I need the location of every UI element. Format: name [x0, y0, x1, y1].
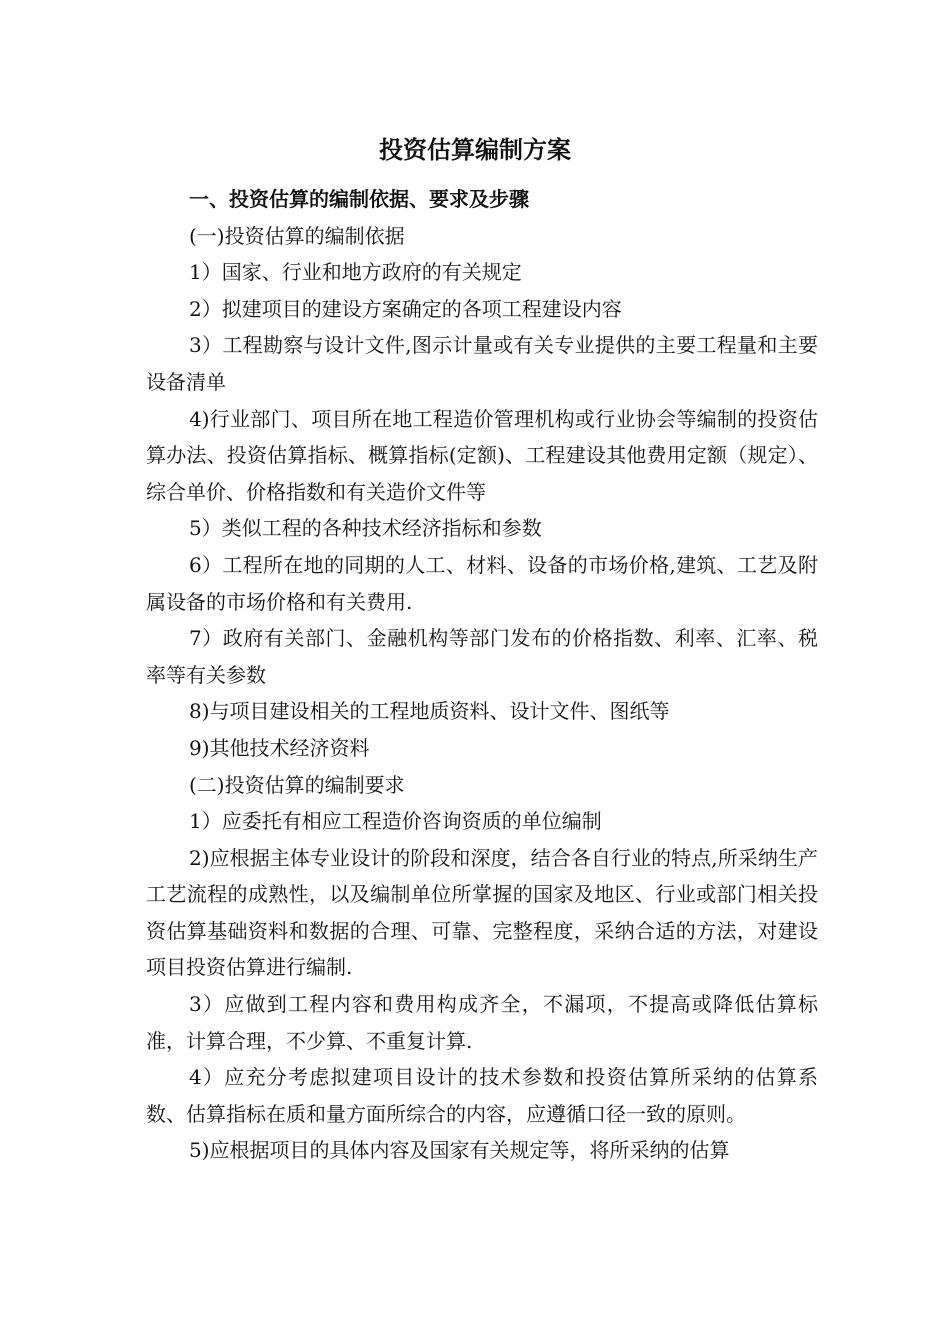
- list-item: 6）工程所在地的同期的人工、材料、设备的市场价格,建筑、工艺及附属设备的市场价格和有关费用.: [146, 552, 818, 614]
- list-item: 1）国家、行业和地方政府的有关规定: [189, 260, 522, 285]
- subsection-heading: (二)投资估算的编制要求: [189, 772, 405, 797]
- section-heading: 一、投资估算的编制依据、要求及步骤: [189, 187, 529, 211]
- list-item: 3）应做到工程内容和费用构成齐全，不漏项，不提高或降低估算标准，计算合理，不少算、不重复计算.: [146, 992, 818, 1053]
- list-item: 4）应充分考虑拟建项目设计的技术参数和投资估算所采纳的估算系数、估算指标在质和量方面所综合的内容，应遵循口径一致的原则。: [146, 1065, 818, 1126]
- document-body: [146, 181, 818, 1169]
- document-title: 投资估算编制方案: [379, 136, 571, 164]
- list-item: 7）政府有关部门、金融机构等部门发布的价格指数、利率、汇率、税率等有关参数: [146, 626, 818, 687]
- list-item: 9)其他技术经济资料: [189, 735, 370, 760]
- list-item: 4)行业部门、项目所在地工程造价管理机构或行业协会等编制的投资估算办法、投资估算指标、概算指标(定额)、工程建设其他费用定额（规定）、综合单价、价格指数和有关造价文件等: [146, 406, 818, 504]
- list-item: 2)应根据主体专业设计的阶段和深度，结合各自行业的特点,所采纳生产工艺流程的成熟性，以及编制单位所掌握的国家及地区、行业或部门相关投资估算基础资料和数据的合理、可靠、完整程度，采纳合适的方法，对建设项目投资估算进行编制.: [146, 845, 818, 980]
- list-item: 3）工程勘察与设计文件,图示计量或有关专业提供的主要工程量和主要设备清单: [146, 333, 818, 394]
- list-item: 5）类似工程的各种技术经济指标和参数: [189, 516, 542, 541]
- list-item: 1）应委托有相应工程造价咨询资质的单位编制: [189, 809, 602, 834]
- list-item: 5)应根据项目的具体内容及国家有关规定等，将所采纳的估算: [189, 1138, 730, 1163]
- list-item: 8)与项目建设相关的工程地质资料、设计文件、图纸等: [189, 699, 670, 724]
- list-item: 2）拟建项目的建设方案确定的各项工程建设内容: [189, 296, 622, 321]
- subsection-heading: (一)投资估算的编制依据: [189, 223, 405, 248]
